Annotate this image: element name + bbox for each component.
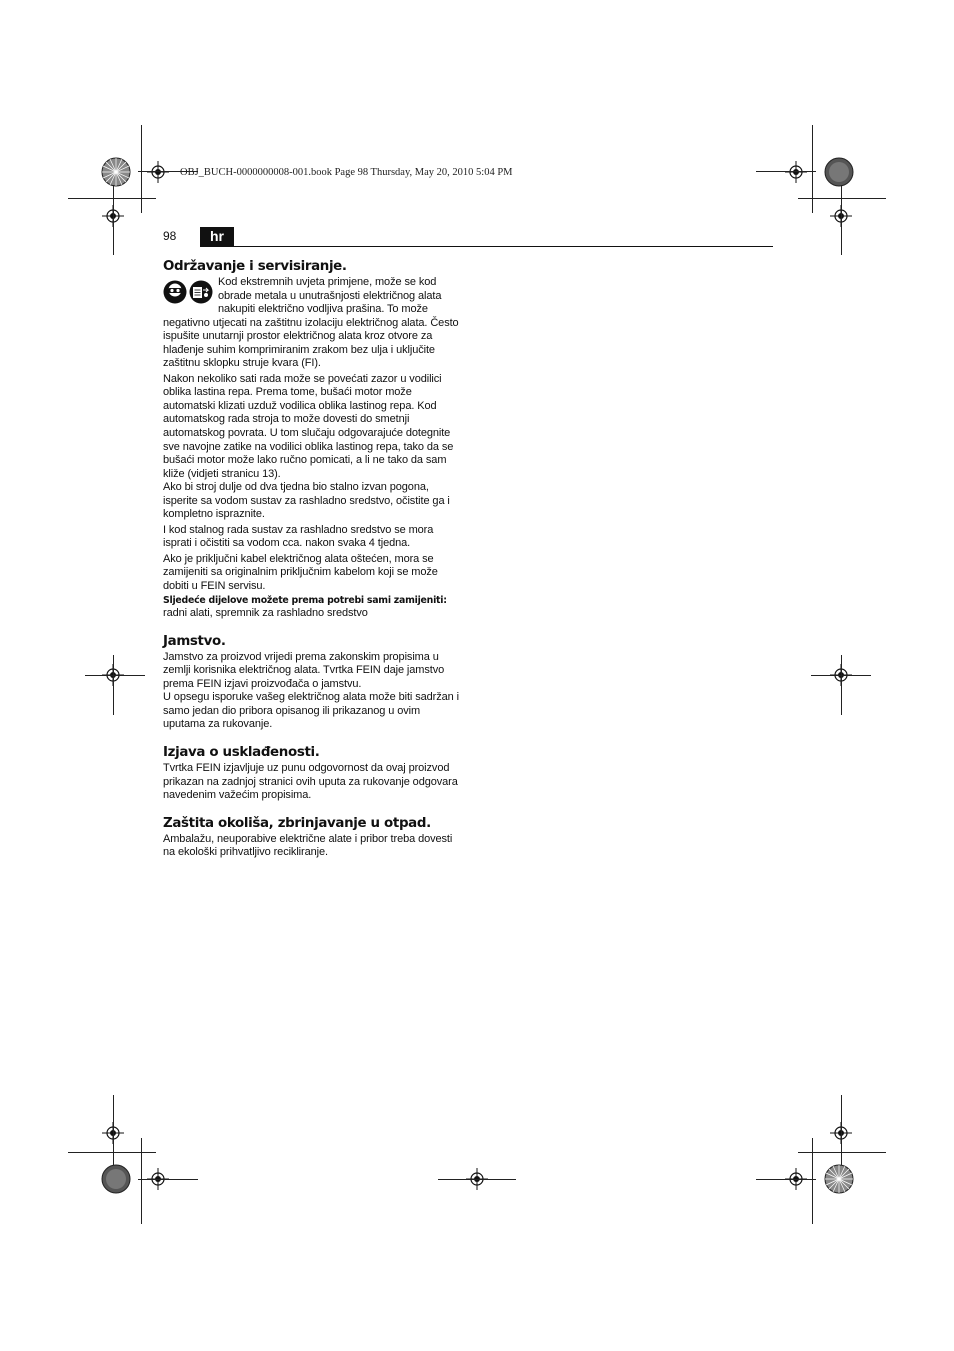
- paragraph: Ambalažu, neuporabive električne alate i pribor treba dovesti na ekološki prihvatljivo recikliranje.: [163, 832, 453, 859]
- crop-line: [841, 1095, 842, 1165]
- page-number: 98: [163, 229, 177, 243]
- crop-line: [756, 1179, 816, 1180]
- section-title: Zaštita okoliša, zbrinjavanje u otpad.: [163, 815, 431, 831]
- crop-line: [68, 198, 156, 199]
- crop-line: [811, 675, 871, 676]
- crop-line: [85, 675, 145, 676]
- crop-line: [138, 1179, 198, 1180]
- crop-line: [798, 198, 886, 199]
- crop-line: [141, 1138, 142, 1224]
- registration-target-bottom-right-outer: [824, 1164, 854, 1194]
- crop-line: [812, 125, 813, 213]
- crosshair-mark: [785, 161, 807, 183]
- crop-line: [113, 185, 114, 255]
- paragraph: Nakon nekoliko sati rada može se povećati zazor u vodilici oblika lastina repa. Prema tome, bušaći motor može automatski klizati uzduž vodilica oblika lastinog repa. Kod automatskog rada stroja to može dovesti do smetnji automatskog povrata. U tom slučaju odgovarajuće dotegnite sve navojne zatike na vodilici oblika lastinog repa, tako da se bušaći motor može lako ručno pomicati, a li ne tako da sam kliže (vidjeti stranicu 13).: [163, 372, 454, 480]
- crosshair-mark: [147, 161, 169, 183]
- replaceable-parts-list: radni alati, spremnik za rashladno sredstvo: [163, 607, 368, 620]
- header-rule: [200, 246, 773, 247]
- registration-target-top-right-outer: [824, 157, 854, 187]
- crop-line: [113, 1095, 114, 1165]
- registration-target-top-left-outer: [101, 157, 131, 187]
- language-tag: hr: [200, 227, 234, 246]
- read-manual-icon: [190, 281, 213, 304]
- section-title: Jamstvo.: [163, 633, 226, 649]
- section-declaration-of-conformity: [163, 744, 459, 803]
- paragraph: Tvrtka FEIN izjavljuje uz punu odgovornost da ovaj proizvod prikazan na zadnjoj stranici ovih uputa za rukovanje odgovara navedenim važećim propisima.: [163, 762, 458, 802]
- crop-line: [812, 1138, 813, 1224]
- crop-line: [68, 1152, 156, 1153]
- crop-line: [113, 655, 114, 715]
- crop-line: [841, 655, 842, 715]
- section-title: Održavanje i servisiranje.: [163, 259, 347, 274]
- content-column: [163, 258, 459, 860]
- paragraph: Ako bi stroj dulje od dva tjedna bio stalno izvan pogona, isperite sa vodom sustav za rashladno sredstvo, očistite ga i kompletno ispraznite.: [163, 481, 450, 521]
- crop-line: [756, 171, 816, 172]
- crop-line: [841, 185, 842, 255]
- crop-line: [438, 1179, 516, 1180]
- paragraph: Ako je priključni kabel električnog alata oštećen, mora se zamijeniti sa originalnim priključnim kabelom koji se može dobiti u FEIN servisu.: [163, 552, 438, 593]
- registration-target-bottom-left-outer: [101, 1164, 131, 1194]
- print-slug: OBJ_BUCH-0000000008-001.book Page 98 Thursday, May 20, 2010 5:04 PM: [180, 167, 513, 178]
- section-maintenance: [163, 258, 459, 621]
- section-environment-disposal: [163, 815, 459, 860]
- section-title: Izjava o usklađenosti.: [163, 745, 320, 760]
- crop-line: [141, 125, 142, 213]
- replaceable-parts-note: Sljedeće dijelove možete prema potrebi sami zamijeniti:: [163, 594, 447, 606]
- safety-icons: [163, 280, 215, 304]
- paragraph: U opsegu isporuke vašeg električnog alata može biti sadržan i samo jedan dio pribora opisanog ili prikazanog u ovim uputama za rukovanje.: [163, 691, 459, 731]
- eye-protection-icon: [164, 281, 187, 304]
- paragraph: I kod stalnog rada sustav za rashladno sredstvo se mora isprati i očistiti sa vodom cca. nakon svaka 4 tjedna.: [163, 523, 434, 550]
- paragraph: Jamstvo za proizvod vrijedi prema zakonskim propisima u zemlji korisnika električnog alata. Tvrtka FEIN daje jamstvo prema FEIN izjavi proizvođača o jamstvu.: [163, 650, 445, 690]
- paragraph: Kod ekstremnih uvjeta primjene, može se kod obrade metala u unutrašnjosti električnog alata nakupiti električno vodljiva prašina. To može negativno utjecati na zaštitnu izolaciju električnog alata. Često ispušite unutarnji prostor električnog alata kroz otvore za hlađenje suhim komprimiranim zrakom bez ulja i uključite zaštitnu sklopku struje kvara (FI).: [163, 276, 459, 370]
- section-warranty: [163, 633, 459, 732]
